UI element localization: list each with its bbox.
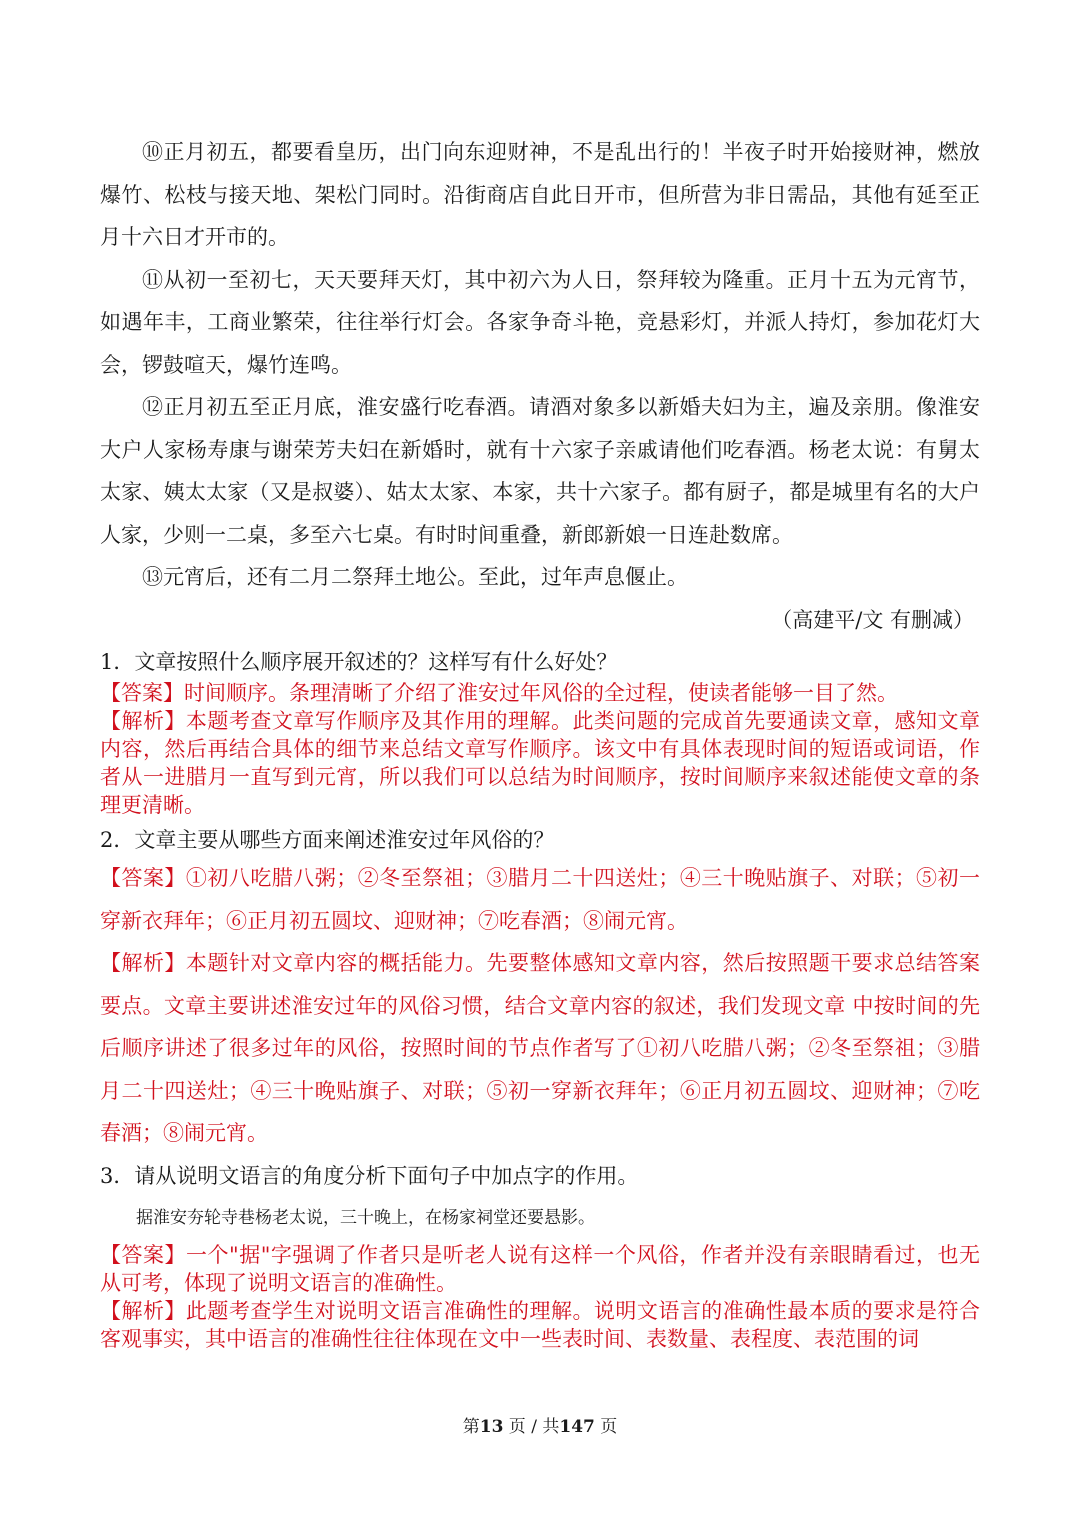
- question-2-text: 2．文章主要从哪些方面来阐述淮安过年风俗的？: [100, 828, 555, 852]
- question-2: [100, 819, 980, 1155]
- paragraph-12: ⑫正月初五至正月底，淮安盛行吃春酒。请酒对象多以新婚夫妇为主，遍及亲朋。像淮安大户人家杨寿康与谢荣芳夫妇在新婚时，就有十六家子亲戚请他们吃春酒。杨老太说：有舅太太家、姨太太家（又是叔婆）、姑太太家、本家，共十六家子。都有厨子，都是城里有名的大户人家，少则一二桌，多至六七桌。有时时间重叠，新郎新娘一日连赴数席。: [100, 395, 980, 547]
- question-3-text: 3．请从说明文语言的角度分析下面句子中加点字的作用。: [100, 1163, 639, 1188]
- question-3-analysis: 【解析】此题考查学生对说明文语言准确性的理解。说明文语言的准确性最本质的要求是符合客观事实，其中语言的准确性往往体现在文中一些表时间、表数量、表程度、表范围的词: [100, 1298, 980, 1351]
- paragraph-13: ⑬元宵后，还有二月二祭拜土地公。至此，过年声息偃止。: [142, 565, 688, 589]
- source-attribution: （高建平/文 有删减）: [771, 607, 974, 632]
- question-1-text: 1．文章按照什么顺序展开叙述的？这样写有什么好处？: [100, 650, 618, 674]
- question-1-analysis: 【解析】本题考查文章写作顺序及其作用的理解。此类问题的完成首先要通读文章，感知文章内容，然后再结合具体的细节来总结文章写作顺序。该文中有具体表现时间的短语或词语，作者从一进腊月一直写到元宵，所以我们可以总结为时间顺序，按时间顺序来叙述能使文章的条理更清晰。: [100, 709, 980, 817]
- footer-prefix: 第: [462, 1417, 480, 1437]
- question-3: [100, 1155, 980, 1353]
- paragraph-11: ⑪从初一至初七，天天要拜天灯，其中初六为人日，祭拜较为隆重。正月十五为元宵节，如遇年丰，工商业繁荣，往往举行灯会。各家争奇斗艳，竞悬彩灯，并派人持灯，参加花灯大会，锣鼓喧天，爆竹连鸣。: [100, 267, 980, 377]
- question-2-answer: 【答案】①初八吃腊八粥；②冬至祭祖；③腊月二十四送灶；④三十晚贴旗子、对联；⑤初一穿新衣拜年；⑥正月初五圆坟、迎财神；⑦吃春酒；⑧闹元宵。: [100, 866, 980, 933]
- question-3-answer: 【答案】一个"据"字强调了作者只是听老人说有这样一个风俗，作者并没有亲眼睛看过，也无从可考，体现了说明文语言的准确性。: [100, 1242, 980, 1295]
- question-1: [100, 641, 980, 819]
- page-footer: [0, 1412, 1080, 1437]
- footer-total-pages: 147: [559, 1417, 595, 1437]
- footer-suffix: 页: [594, 1417, 618, 1437]
- footer-page-number: 13: [479, 1417, 504, 1437]
- paragraph-10: ⑩正月初五，都要看皇历，出门向东迎财神，不是乱出行的！半夜子时开始接财神，燃放爆竹、松枝与接天地、架松门同时。沿街商店自此日开市，但所营为非日需品，其他有延至正月十六日才开市的。: [100, 140, 980, 249]
- question-3-quote: 据淮安夯轮寺巷杨老太说，三十晚上，在杨家祠堂还要悬影。: [136, 1207, 595, 1228]
- page-content: [100, 131, 980, 1353]
- question-2-analysis: 【解析】本题针对文章内容的概括能力。先要整体感知文章内容，然后按照题干要求总结答案要点。文章主要讲述淮安过年的风俗习惯，结合文章内容的叙述，我们发现文章 中按时间的先后顺序讲述了很多过年的风俗，按照时间的节点作者写了①初八吃腊八粥；②冬至祭祖；③腊月二十四送灶；④三十晚贴旗子、对联；⑤初一穿新衣拜年；⑥正月初五圆坟、迎财神；⑦吃春酒；⑧闹元宵。: [100, 951, 980, 1145]
- question-1-answer: 【答案】时间顺序。条理清晰了介绍了淮安过年风俗的全过程，使读者能够一目了然。: [100, 681, 898, 705]
- footer-middle: 页 / 共: [503, 1417, 560, 1437]
